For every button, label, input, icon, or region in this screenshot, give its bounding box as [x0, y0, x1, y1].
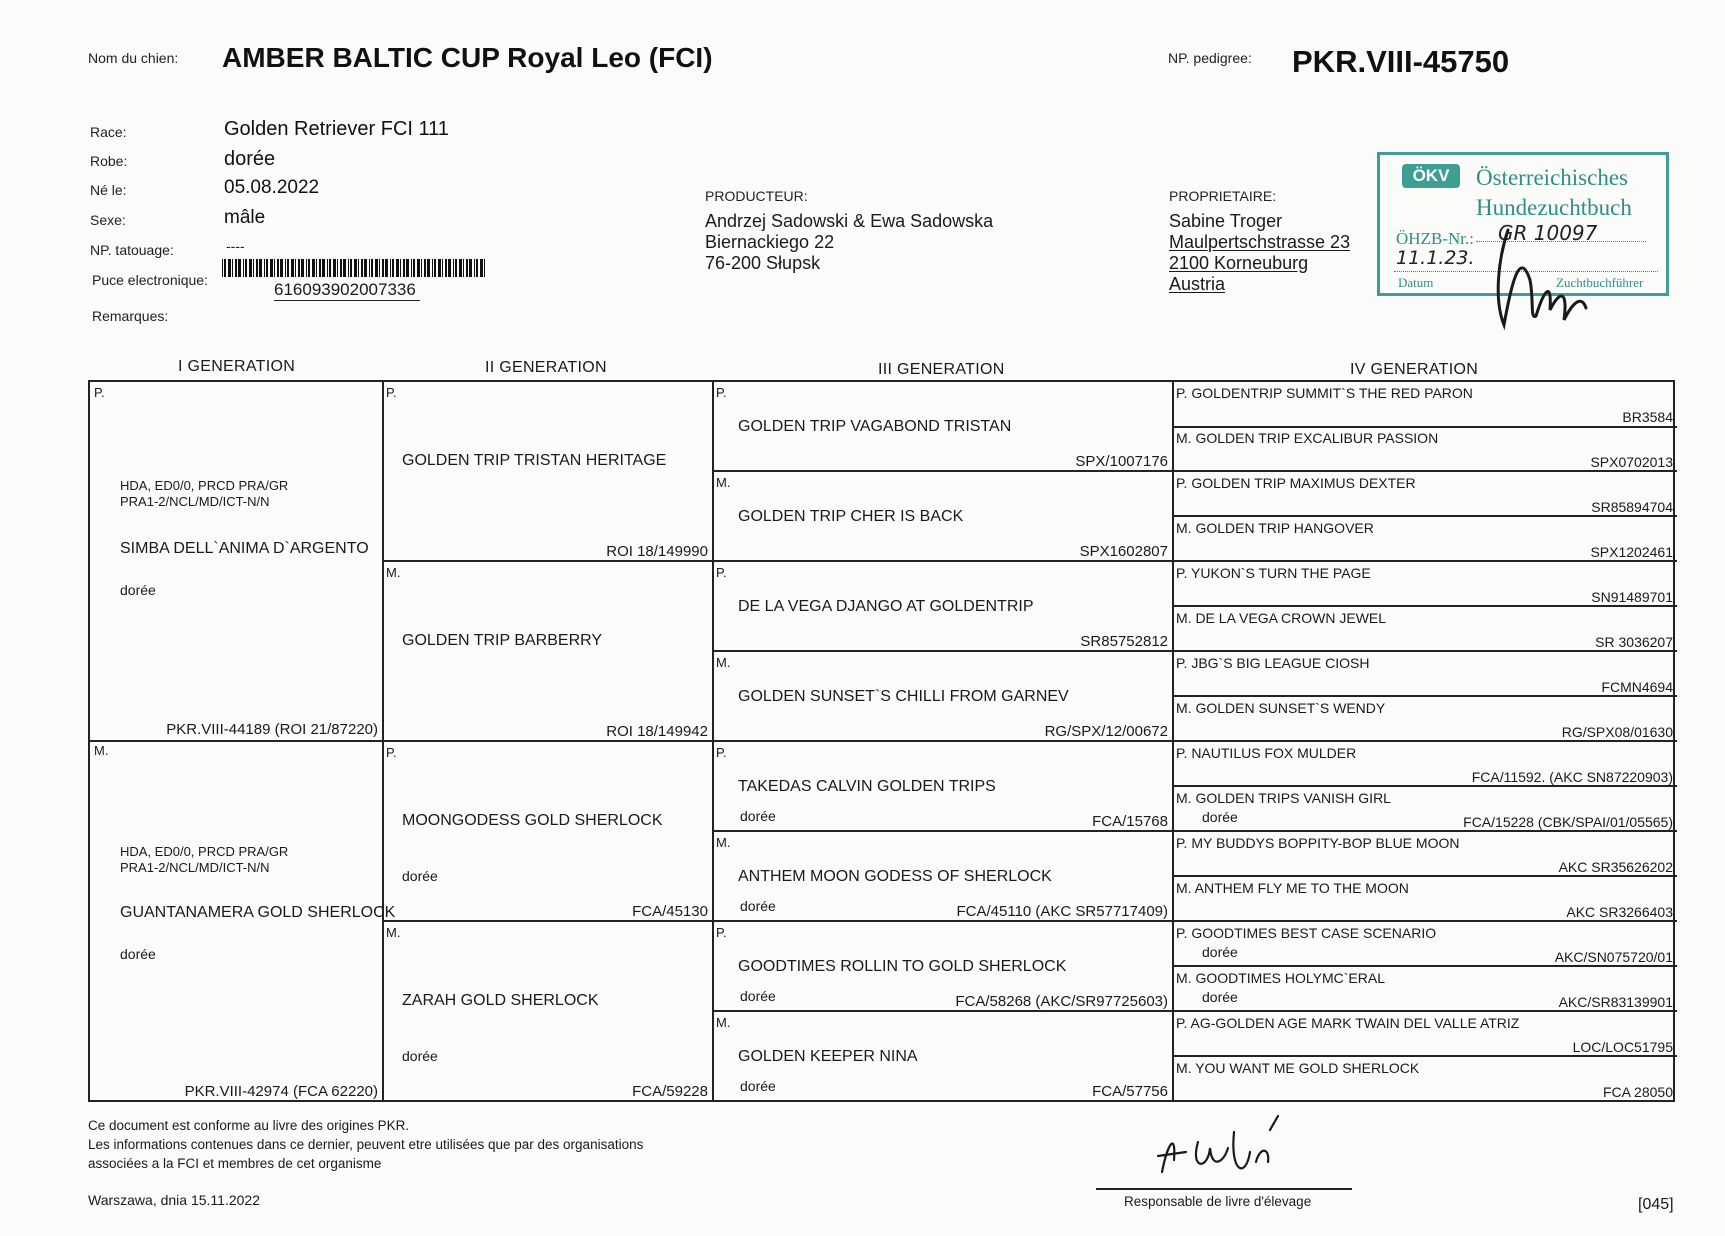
dog-name-cell: MOONGODESS GOLD SHERLOCK: [402, 812, 663, 829]
chip-barcode: [222, 259, 488, 277]
gen4-ancestor: [1172, 1057, 1677, 1102]
gen2-header: II GENERATION: [485, 359, 607, 376]
gen4-ancestor: [1172, 877, 1677, 922]
dog-name-cell: GOLDEN KEEPER NINA: [738, 1048, 918, 1065]
reg-number: SR85894704: [1591, 499, 1673, 515]
reg-number: AKC/SR83139901: [1558, 994, 1673, 1010]
dog-name-cell: M. YOU WANT ME GOLD SHERLOCK: [1176, 1060, 1420, 1076]
gen4-ancestor: [1172, 382, 1677, 427]
born-value: 05.08.2022: [224, 177, 320, 198]
gen2-ancestor: P. GOLDEN TRIP TRISTAN HERITAGE ROI 18/149990: [386, 385, 708, 560]
owner-name: Sabine Troger: [1169, 211, 1283, 231]
reg-number: SPX/1007176: [1075, 453, 1168, 470]
reg-number: FCA/45130: [632, 903, 708, 920]
dog-name-cell: P. JBG`S BIG LEAGUE CIOSH: [1176, 655, 1370, 671]
producer-label: PRODUCTEUR:: [705, 188, 808, 204]
robe-label: Robe:: [90, 153, 128, 169]
gen4-ancestor: [1172, 607, 1677, 652]
gen2-ancestor: P. MOONGODESS GOLD SHERLOCK dorée FCA/45130: [386, 745, 708, 920]
race-value: Golden Retriever FCI 111: [224, 118, 449, 140]
gen3-ancestor: M. GOLDEN KEEPER NINA dorée FCA/57756: [716, 1015, 1168, 1100]
breeding-book-signature-icon: [1150, 1112, 1290, 1182]
stamp-signature-icon: [1490, 220, 1600, 340]
gen3-ancestor: P. DE LA VEGA DJANGO AT GOLDENTRIP SR85752812: [716, 565, 1168, 650]
gen3-ancestor: P. GOLDEN TRIP VAGABOND TRISTAN SPX/1007176: [716, 385, 1168, 470]
gen4-ancestor: [1172, 742, 1677, 787]
dog-name-cell: GOLDEN TRIP CHER IS BACK: [738, 508, 964, 525]
reg-number: RG/SPX/12/00672: [1044, 723, 1168, 740]
dog-name-label: Nom du chien:: [88, 50, 179, 66]
okv-logo: ÖKV: [1402, 164, 1460, 188]
signature-label: Responsable de livre d'élevage: [1124, 1194, 1312, 1209]
stamp-line1: Österreichisches: [1476, 165, 1628, 190]
owner-street: Maulpertschstrasse 23: [1169, 232, 1351, 252]
sex-value: mâle: [224, 207, 266, 228]
dog-name-cell: GUANTANAMERA GOLD SHERLOCK: [120, 904, 396, 921]
gen3-header: III GENERATION: [878, 361, 1005, 378]
reg-number: AKC SR35626202: [1558, 859, 1673, 875]
stamp-line2: Hundezuchtbuch: [1476, 195, 1632, 220]
stamp-datum-label: Datum: [1398, 275, 1434, 290]
dog-name-cell: P. YUKON`S TURN THE PAGE: [1176, 565, 1371, 581]
dog-name-cell: P. AG-GOLDEN AGE MARK TWAIN DEL VALLE ATRIZ: [1176, 1015, 1520, 1031]
race-label: Race:: [90, 124, 127, 140]
reg-number: SPX0702013: [1590, 454, 1673, 470]
gen4-ancestor: P. GOODTIMES BEST CASE SCENARIO dorée AKC/SN075720/01: [1176, 925, 1673, 965]
reg-number: SN91489701: [1591, 589, 1673, 605]
reg-number: PKR.VIII-42974 (FCA 62220): [184, 1083, 378, 1100]
gen4-ancestor: [1172, 697, 1677, 742]
reg-number: FCA/57756: [1092, 1083, 1168, 1100]
reg-number: FCA/58268 (AKC/SR97725603): [955, 993, 1168, 1010]
dog-name-cell: TAKEDAS CALVIN GOLDEN TRIPS: [738, 778, 996, 795]
dog-name: AMBER BALTIC CUP Royal Leo (FCI): [222, 42, 713, 73]
gen4-ancestor: [1172, 472, 1677, 517]
producer-name: Andrzej Sadowski & Ewa Sadowska: [705, 211, 994, 231]
dog-name-cell: P. GOODTIMES BEST CASE SCENARIO: [1176, 925, 1437, 941]
dog-name-cell: GOLDEN TRIP TRISTAN HERITAGE: [402, 452, 667, 469]
place-date: Warszawa, dnia 15.11.2022: [88, 1192, 260, 1208]
reg-number: FCA/59228: [632, 1083, 708, 1100]
owner-label: PROPRIETAIRE:: [1169, 188, 1277, 204]
pedigree-number: PKR.VIII-45750: [1292, 44, 1510, 79]
reg-number: FCA/11592. (AKC SN87220903): [1471, 769, 1673, 785]
gen3-ancestor: M. GOLDEN SUNSET`S CHILLI FROM GARNEV RG/SPX/12/00672: [716, 655, 1168, 740]
page-code: [045]: [1638, 1196, 1674, 1213]
remarks-label: Remarques:: [92, 308, 169, 324]
gen3-ancestor: P. GOODTIMES ROLLIN TO GOLD SHERLOCK dorée FCA/58268 (AKC/SR97725603): [716, 925, 1168, 1010]
gen1-header: I GENERATION: [178, 358, 296, 375]
footer-line3: associées a la FCI et membres de cet organisme: [88, 1156, 382, 1171]
dog-name-cell: P. NAUTILUS FOX MULDER: [1176, 745, 1357, 761]
sex-label: Sexe:: [90, 212, 126, 228]
reg-number: SPX1602807: [1079, 543, 1168, 560]
gen4-ancestor: [1172, 832, 1677, 877]
reg-number: AKC/SN075720/01: [1554, 949, 1673, 965]
gen4-ancestor: [1172, 517, 1677, 562]
footer-line2: Les informations contenues dans ce dernier, peuvent etre utilisées que par des organisations: [88, 1137, 644, 1152]
gen1-dam: M. HDA, ED0/0, PRCD PRA/GR PRA1-2/NCL/MD/ICT-N/N GUANTANAMERA GOLD SHERLOCK dorée PKR.VIII-42974 (FCA 62220): [94, 743, 396, 1100]
gen3-ancestor: M. ANTHEM MOON GODESS OF SHERLOCK dorée FCA/45110 (AKC SR57717409): [716, 835, 1168, 920]
footer-line1: Ce document est conforme au livre des origines PKR.: [88, 1118, 410, 1133]
dog-name-cell: ZARAH GOLD SHERLOCK: [402, 992, 599, 1009]
gen4-ancestor: [1172, 652, 1677, 697]
reg-number: AKC SR3266403: [1566, 904, 1673, 920]
producer-street: Biernackiego 22: [705, 232, 835, 252]
gen4-ancestor: M. GOLDEN TRIPS VANISH GIRL dorée FCA/15228 (CBK/SPAI/01/05565): [1176, 790, 1673, 830]
gen2-ancestor: M. GOLDEN TRIP BARBERRY ROI 18/149942: [386, 565, 708, 740]
dog-name-cell: GOLDEN SUNSET`S CHILLI FROM GARNEV: [738, 688, 1069, 705]
reg-number: LOC/LOC51795: [1572, 1039, 1673, 1055]
reg-number: FCA/15228 (CBK/SPAI/01/05565): [1463, 814, 1673, 830]
stamp-ohzb-value: GR 10097: [1498, 221, 1598, 245]
stamp-date-value: 11.1.23.: [1396, 247, 1475, 269]
reg-number: FCA 28050: [1602, 1084, 1673, 1100]
gen4-ancestor: [1172, 1012, 1677, 1057]
dog-name-cell: ANTHEM MOON GODESS OF SHERLOCK: [738, 868, 1052, 885]
pedigree-number-label: NP. pedigree:: [1168, 50, 1252, 66]
reg-number: ROI 18/149942: [606, 723, 708, 740]
pedigree-table: [88, 380, 1675, 1102]
dog-name-cell: M. DE LA VEGA CROWN JEWEL: [1176, 610, 1387, 626]
dog-name-cell: M. GOLDEN TRIP EXCALIBUR PASSION: [1176, 430, 1439, 446]
robe-value: dorée: [224, 148, 276, 170]
owner-country: Austria: [1169, 274, 1226, 294]
dog-name-cell: M. GOLDEN SUNSET`S WENDY: [1176, 700, 1386, 716]
dog-name-cell: GOLDEN TRIP BARBERRY: [402, 632, 603, 649]
tattoo-label: NP. tatouage:: [90, 242, 174, 258]
reg-number: FCA/45110 (AKC SR57717409): [956, 903, 1168, 920]
gen4-ancestor: M. GOODTIMES HOLYMC`ERAL dorée AKC/SR83139901: [1176, 970, 1673, 1010]
gen1-sire: P. HDA, ED0/0, PRCD PRA/GR PRA1-2/NCL/MD/ICT-N/N SIMBA DELL`ANIMA D`ARGENTO dorée PKR.VIII-44189 (ROI 21/87220): [94, 385, 378, 738]
born-label: Né le:: [90, 182, 127, 198]
dog-name-cell: M. GOLDEN TRIPS VANISH GIRL: [1176, 790, 1391, 806]
reg-number: RG/SPX08/01630: [1561, 724, 1673, 740]
dog-name-cell: SIMBA DELL`ANIMA D`ARGENTO: [120, 540, 369, 557]
owner-city: 2100 Korneuburg: [1169, 253, 1309, 273]
dog-name-cell: P. GOLDENTRIP SUMMIT`S THE RED PARON: [1176, 385, 1473, 401]
chip-label: Puce electronique:: [92, 272, 208, 288]
tattoo-value: ----: [226, 238, 245, 254]
producer-city: 76-200 Słupsk: [705, 253, 821, 273]
dog-name-cell: DE LA VEGA DJANGO AT GOLDENTRIP: [738, 598, 1034, 615]
dog-name-cell: GOODTIMES ROLLIN TO GOLD SHERLOCK: [738, 958, 1067, 975]
gen4-ancestor: [1172, 427, 1677, 472]
dog-name-cell: P. MY BUDDYS BOPPITY-BOP BLUE MOON: [1176, 835, 1460, 851]
dog-name-cell: P. GOLDEN TRIP MAXIMUS DEXTER: [1176, 475, 1416, 491]
stamp-ohzb-label: ÖHZB-Nr.:: [1396, 229, 1474, 248]
gen4-header: IV GENERATION: [1350, 361, 1479, 378]
dog-name-cell: M. GOLDEN TRIP HANGOVER: [1176, 520, 1374, 536]
gen2-ancestor: M. ZARAH GOLD SHERLOCK dorée FCA/59228: [386, 925, 708, 1100]
dog-name-cell: GOLDEN TRIP VAGABOND TRISTAN: [738, 418, 1012, 435]
gen3-ancestor: P. TAKEDAS CALVIN GOLDEN TRIPS dorée FCA/15768: [716, 745, 1168, 830]
reg-number: SPX1202461: [1590, 544, 1673, 560]
reg-number: PKR.VIII-44189 (ROI 21/87220): [166, 721, 378, 738]
dog-name-cell: M. ANTHEM FLY ME TO THE MOON: [1176, 880, 1409, 896]
gen4-ancestor: [1172, 562, 1677, 607]
gen3-ancestor: M. GOLDEN TRIP CHER IS BACK SPX1602807: [716, 475, 1168, 560]
reg-number: ROI 18/149990: [606, 543, 708, 560]
reg-number: SR 3036207: [1595, 634, 1673, 650]
chip-number: 616093902007336: [274, 280, 420, 301]
stamp-keeper-label: Zuchtbuchführer: [1556, 275, 1644, 290]
reg-number: SR85752812: [1080, 633, 1168, 650]
dog-name-cell: M. GOODTIMES HOLYMC`ERAL: [1176, 970, 1385, 986]
reg-number: BR3584: [1622, 409, 1673, 425]
reg-number: FCMN4694: [1601, 679, 1673, 695]
reg-number: FCA/15768: [1092, 813, 1168, 830]
